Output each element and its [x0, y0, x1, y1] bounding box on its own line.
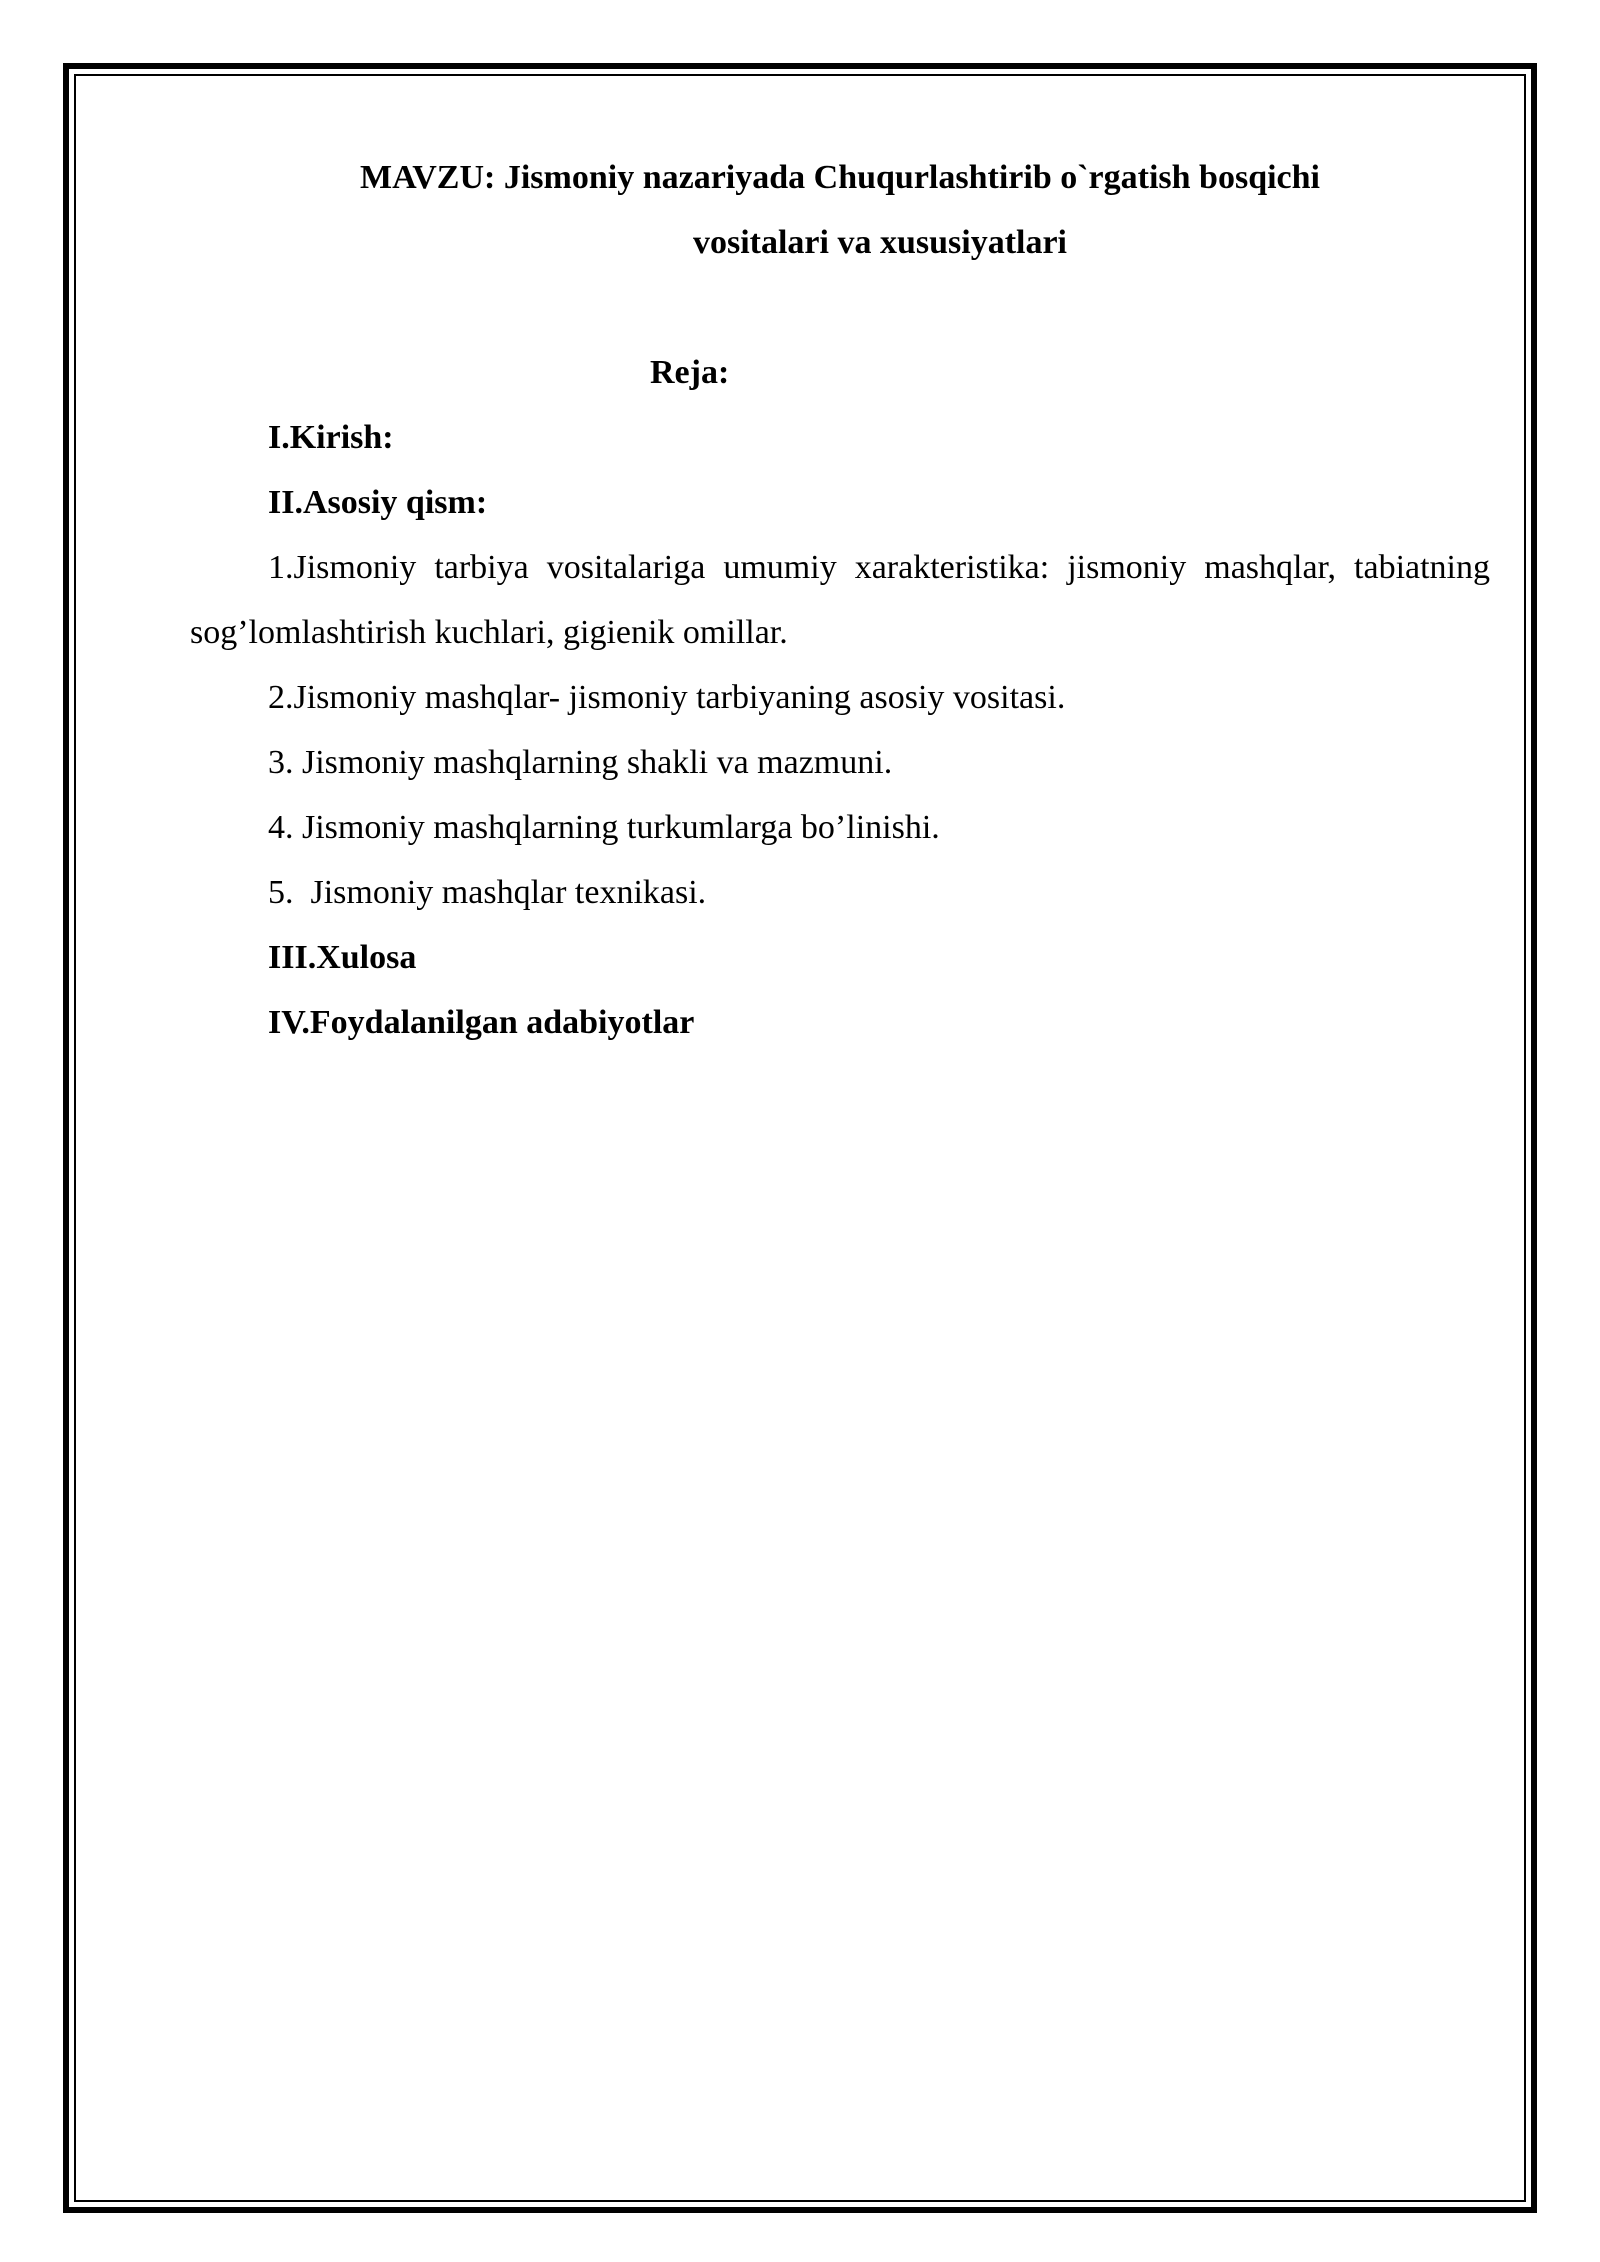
list-item-4: 4. Jismoniy mashqlarning turkumlarga bo’linishi.: [268, 809, 940, 846]
list-item-2: 2.Jismoniy mashqlar- jismoniy tarbiyaning asosiy vositasi.: [268, 679, 1066, 716]
document-title-line1: MAVZU: Jismoniy nazariyada Chuqurlashtirib o`rgatish bosqichi: [359, 159, 1321, 196]
document-body: [190, 145, 1490, 1055]
section-conclusion: III.Xulosa: [268, 939, 417, 976]
list-item-1: 1.Jismoniy tarbiya vositalariga umumiy xarakteristika: jismoniy mashqlar, tabiatning sog’lomlashtirish kuchlari, gigienik omillar.: [190, 549, 1490, 651]
plan-heading: Reja:: [650, 354, 730, 391]
spacer: [190, 275, 1490, 340]
section-main: II.Asosiy qism:: [268, 484, 488, 521]
list-item-5: 5. Jismoniy mashqlar texnikasi.: [268, 874, 707, 911]
section-intro: I.Kirish:: [268, 419, 394, 456]
document-title-line2: vositalari va xususiyatlari: [692, 224, 1068, 261]
section-references: IV.Foydalanilgan adabiyotlar: [268, 1004, 695, 1041]
list-item-3: 3. Jismoniy mashqlarning shakli va mazmuni.: [268, 744, 893, 781]
